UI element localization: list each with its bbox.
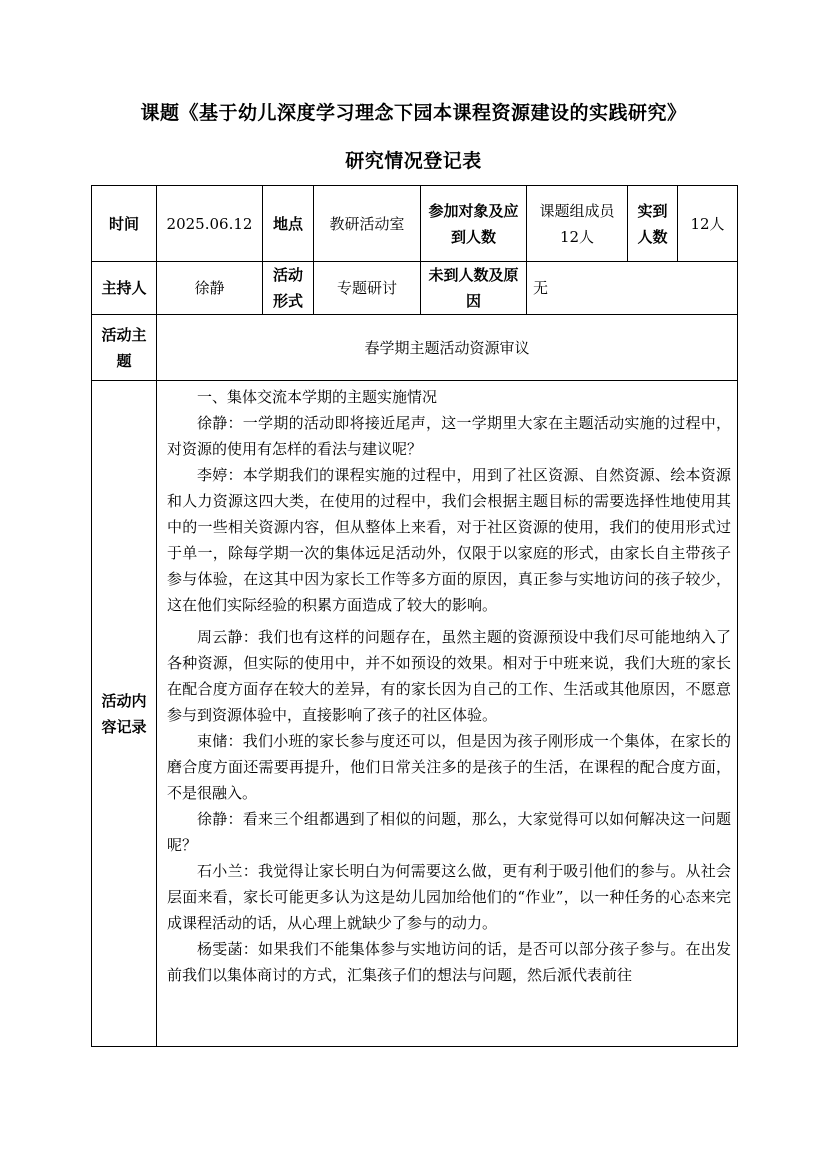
content-record <box>157 381 738 1047</box>
content-paragraph: 徐静：看来三个组都遇到了相似的问题，那么，大家觉得可以如何解决这一问题呢？ <box>167 810 731 854</box>
document-subtitle: 研究情况登记表 <box>345 150 482 172</box>
content-label: 活动内容记录 <box>92 381 157 1047</box>
row-content <box>92 381 738 1047</box>
absent-label: 未到人数及原因 <box>421 262 527 315</box>
record-table <box>91 185 738 1047</box>
theme-label: 活动主题 <box>92 315 157 381</box>
absent-value: 无 <box>527 262 738 315</box>
time-value: 2025.06.12 <box>157 186 263 262</box>
row-theme <box>92 315 738 381</box>
content-paragraph: 石小兰：我觉得让家长明白为何需要这么做，更有利于吸引他们的参与。从社会层面来看，家长可能更多认为这是幼儿园加给他们的“作业”，以一种任务的心态来完成课程活动的话，从心理上就缺少了参与的动力。 <box>167 862 731 932</box>
content-paragraph: 杨雯菡：如果我们不能集体参与实地访问的话，是否可以部分孩子参与。在出发前我们以集体商讨的方式，汇集孩子们的想法与问题，然后派代表前往 <box>167 940 731 984</box>
theme-value: 春学期主题活动资源审议 <box>157 315 738 381</box>
content-paragraph: 束储：我们小班的家长参与度还可以，但是因为孩子刚形成一个集体，在家长的磨合度方面还需要再提升，他们日常关注多的是孩子的生活，在课程的配合度方面，不是很融入。 <box>167 732 731 802</box>
row-basic-info <box>92 186 738 262</box>
participants-value: 课题组成员12人 <box>527 186 628 262</box>
participants-label: 参加对象及应到人数 <box>421 186 527 262</box>
form-label: 活动形式 <box>263 262 314 315</box>
content-paragraph: 徐静：一学期的活动即将接近尾声，这一学期里大家在主题活动实施的过程中，对资源的使用有怎样的看法与建议呢？ <box>167 414 731 458</box>
attended-value: 12人 <box>678 186 738 262</box>
place-label: 地点 <box>263 186 314 262</box>
row-host-info <box>92 262 738 315</box>
document-title: 课题《基于幼儿深度学习理念下园本课程资源建设的实践研究》 <box>140 102 687 124</box>
content-paragraph: 李婷：本学期我们的课程实施的过程中，用到了社区资源、自然资源、绘本资源和人力资源这四大类，在使用的过程中，我们会根据主题目标的需要选择性地使用其中的一些相关资源内容，但从整体上来看，对于社区资源的使用，我们的使用形式过于单一，除每学期一次的集体远足活动外，仅限于以家庭的形式，由家长自主带孩子参与体验，在这其中因为家长工作等多方面的原因，真正参与实地访问的孩子较少，这在他们实际经验的积累方面造成了较大的影响。 <box>167 466 731 614</box>
content-paragraph: 一、集体交流本学期的主题实施情况 <box>197 388 438 406</box>
time-label: 时间 <box>92 186 157 262</box>
host-label: 主持人 <box>92 262 157 315</box>
form-value: 专题研讨 <box>314 262 421 315</box>
content-paragraph: 周云静：我们也有这样的问题存在，虽然主题的资源预设中我们尽可能地纳入了各种资源，但实际的使用中，并不如预设的效果。相对于中班来说，我们大班的家长在配合度方面存在较大的差异，有的家长因为自己的工作、生活或其他原因，不愿意参与到资源体验中，直接影响了孩子的社区体验。 <box>167 628 731 724</box>
attended-label: 实到人数 <box>628 186 678 262</box>
place-value: 教研活动室 <box>314 186 421 262</box>
host-value: 徐静 <box>157 262 263 315</box>
